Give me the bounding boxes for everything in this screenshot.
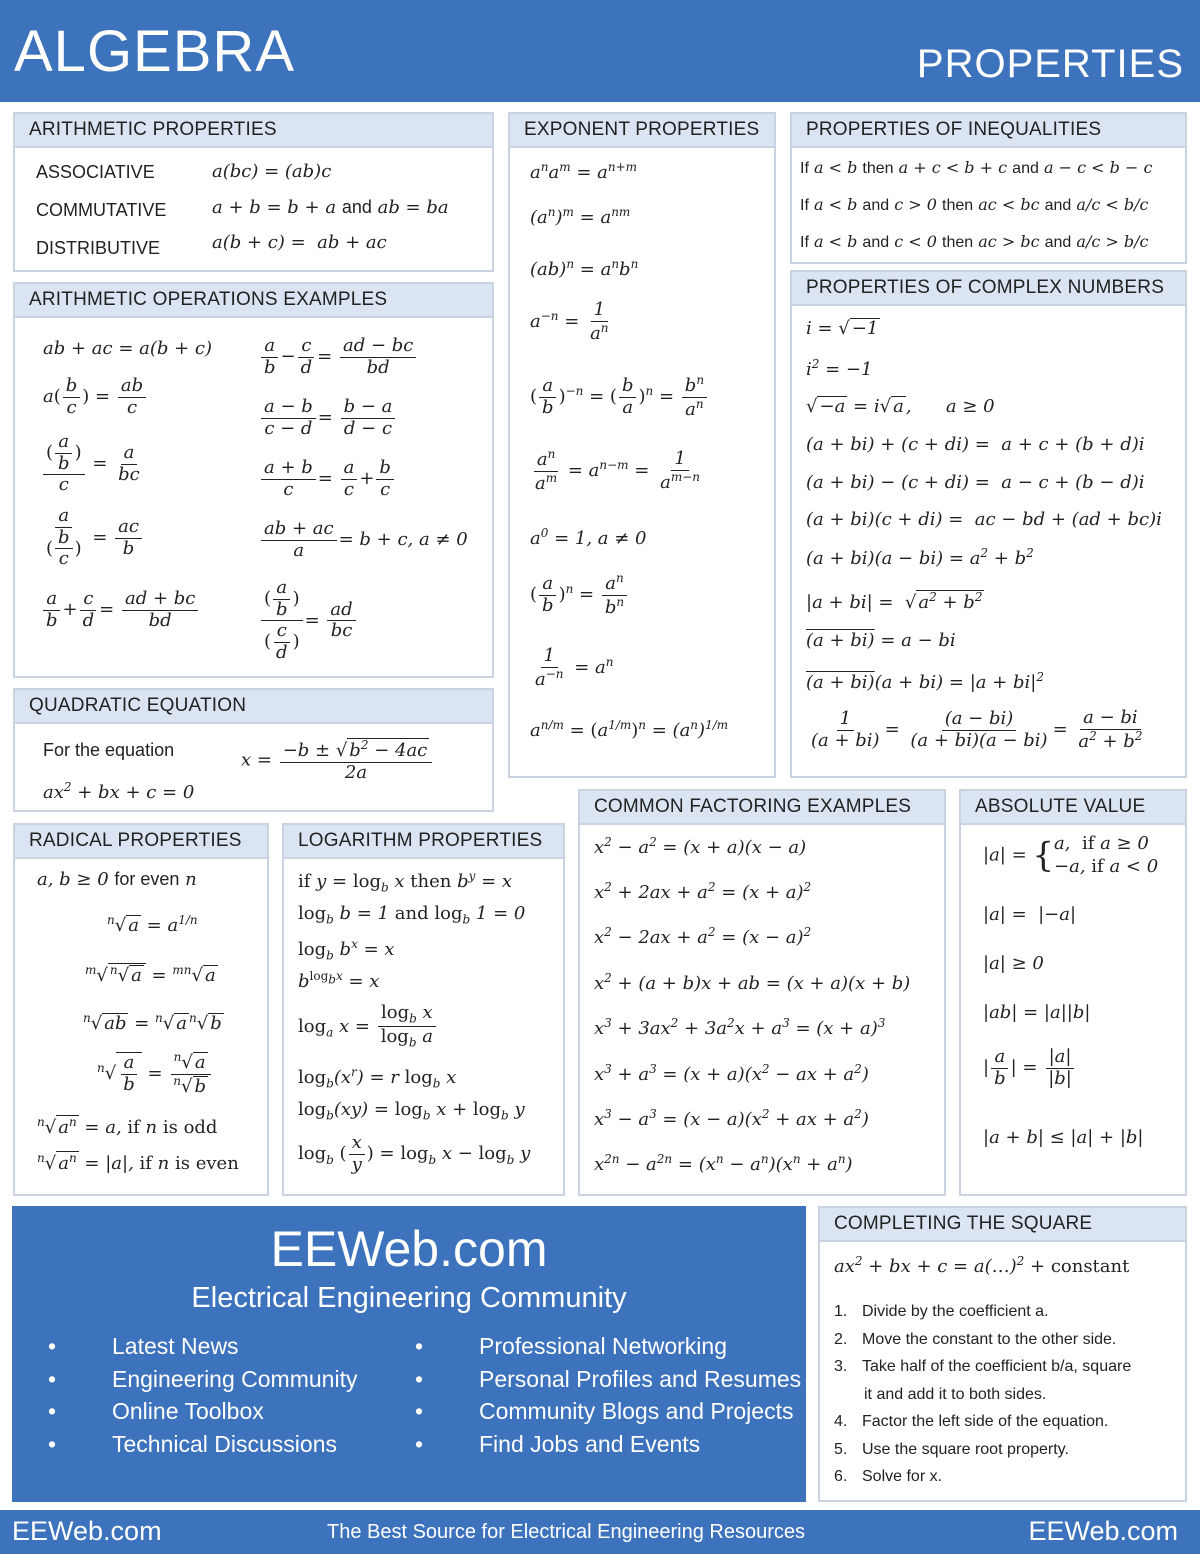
logarithm-properties-panel: [282, 823, 565, 1196]
footer-brand-right[interactable]: EEWeb.com: [1028, 1516, 1178, 1546]
step-text: Use the square root property.: [862, 1440, 1069, 1458]
exponent-rule: $a^{-n}$ = $\frac{1}{a^n}$: [530, 299, 609, 344]
operation-example: $\frac{a}{b}$ + $\frac{c}{d}$ = $\frac{ad + bc}{bd}$: [41, 589, 200, 631]
exponent-rule: ( $\frac{a}{b}$ )$^n$ = $\frac{a^n}{b^n}$: [530, 572, 629, 618]
promo-item[interactable]: • Personal Profiles and Resumes: [385, 1363, 801, 1396]
step-item: [834, 1436, 1131, 1464]
step-text: Divide by the coefficient a.: [862, 1303, 1049, 1320]
exponent-rule: $a^na^m = a^{n+m}$: [530, 160, 638, 183]
completing-square-heading: COMPLETING THE SQUARE: [820, 1208, 1185, 1242]
exponent-properties-heading: EXPONENT PROPERTIES: [510, 114, 774, 148]
factoring-rule: $x^3 + a^3 = (x + a)(x^2$ − ax + $a^2$): [594, 1062, 869, 1085]
radical-rule: a, b ≥ 0 for even n: [37, 869, 197, 890]
step-item: [834, 1326, 1131, 1354]
promo-item[interactable]: • Technical Discussions: [18, 1428, 357, 1461]
radical-rule: $^n$√ $a^n = |a|$, if n is even: [37, 1151, 239, 1174]
promo-tagline: Electrical Engineering Community: [191, 1282, 627, 1314]
complex-rule: $i^2 = -1$: [806, 357, 873, 380]
promo-item[interactable]: • Professional Networking: [385, 1330, 801, 1363]
associative-formula: a(bc) = (ab)c: [212, 161, 332, 182]
complex-numbers-heading: PROPERTIES OF COMPLEX NUMBERS: [792, 272, 1185, 306]
promo-item[interactable]: • Engineering Community: [18, 1363, 357, 1396]
complex-rule: $(a + bi)(a - bi) = a^2 + b^2$: [806, 546, 1034, 569]
logarithm-rule: $b^{log_bx} = x$: [298, 969, 380, 992]
promo-brand[interactable]: EEWeb.com: [270, 1221, 548, 1277]
promo-item[interactable]: • Online Toolbox: [18, 1395, 357, 1428]
arithmetic-properties-heading: ARITHMETIC PROPERTIES: [15, 114, 492, 148]
factoring-rule: $x^2 + (a + b)x$ + ab = (x + a)(x + b): [594, 971, 911, 994]
inequality-rule: If a < b and c < 0 then ac > bc and a/c > b/c: [800, 232, 1149, 251]
logarithm-rule: $\log_b b^x = x$: [298, 937, 395, 963]
logarithm-rule: $\log_a x$ = $\frac{\log_b x}{\log_b a}$: [298, 1003, 438, 1051]
inequality-rule: If a < b and c > 0 then ac < bc and a/c < b/c: [800, 195, 1149, 214]
logarithm-rule: $\log_b$ ( $\frac{x}{y}$ ) = $\log_b x - \log_b y$: [298, 1132, 531, 1175]
exponent-rule: $a^0 = 1$, a ≠ 0: [530, 526, 647, 549]
quadratic-equation-panel: [13, 688, 494, 812]
completing-square-panel: [818, 1206, 1187, 1502]
logarithm-rule: $\log_b(xy) = \log_b x + \log_b y$: [298, 1099, 525, 1123]
complex-rule: √ −a = i√ a , a ≥ 0: [806, 396, 995, 417]
factoring-heading: COMMON FACTORING EXAMPLES: [580, 791, 944, 825]
exponent-rule: $\frac{1}{a^{-n}}$ = $a^n$: [535, 645, 614, 690]
operation-example: ( $\frac{a}{b}$ ) ( $\frac{c}{d}$ ) = $\frac{ad}{bc}$: [259, 578, 358, 664]
quadratic-formula: x = $\frac{-b \pm √ b^2 - 4ac}{2a}$: [241, 738, 434, 783]
associative-label: ASSOCIATIVE: [36, 162, 155, 182]
operation-example: $\frac{a}{b}$ − $\frac{c}{d}$ = $\frac{ad - bc}{bd}$: [259, 336, 418, 378]
factoring-rule: $x^2 - a^2 = (x + a)(x - a)$: [594, 835, 807, 858]
footer-brand-left[interactable]: EEWeb.com: [12, 1516, 162, 1546]
operation-example: $\frac{ab + ac}{a}$ = b + c, a ≠ 0: [259, 519, 468, 561]
complex-rule: (a + bi) + (c + di) = a + c + (b + d)i: [806, 434, 1145, 455]
step-text-continued: it and add it to both sides.: [864, 1385, 1047, 1403]
factoring-rule: $x^2 + 2ax + a^2 = (x + a)^2$: [594, 880, 812, 903]
radical-properties-panel: [13, 823, 269, 1196]
promo-item[interactable]: • Latest News: [18, 1330, 357, 1363]
absolute-rule: |ab| = |a||b|: [983, 1002, 1091, 1023]
complex-rule: i = √ −1: [806, 318, 879, 339]
operation-example: ( $\frac{a}{b}$ ) c = $\frac{a}{bc}$: [41, 432, 145, 496]
quadratic-equation-heading: QUADRATIC EQUATION: [15, 690, 492, 724]
arithmetic-operations-panel: [13, 282, 494, 678]
logarithm-properties-heading: LOGARITHM PROPERTIES: [284, 825, 563, 859]
step-number: 6.: [834, 1468, 848, 1485]
absolute-rule: |a| = |−a|: [983, 904, 1077, 925]
logarithm-rule: $\log_b(x^r) = r$ $\log_b x$: [298, 1065, 457, 1091]
step-item: [834, 1353, 1131, 1408]
distributive-label: DISTRIBUTIVE: [36, 238, 161, 258]
step-text: Take half of the coefficient b/a, square: [862, 1358, 1132, 1375]
exponent-rule: $a^{n/m} = (a^{1/m})^n = (a^n)^{1/m}$: [530, 718, 729, 741]
absolute-rule: |a| ≥ 0: [983, 953, 1044, 974]
footer-tagline: The Best Source for Electrical Engineering Resources: [327, 1521, 806, 1543]
promo-item[interactable]: • Community Blogs and Projects: [385, 1395, 801, 1428]
operation-example: $\frac{a + b}{c}$ = $\frac{a}{c}$ + $\frac{b}{c}$: [259, 458, 396, 500]
radical-rule: $^n$√ $\frac{a}{b}$ = $\frac{^n√ a}{^n√ b}$: [97, 1051, 213, 1097]
step-number: 4.: [834, 1413, 848, 1430]
logarithm-rule: if $y = \log_b x$ then $b^y = x$: [298, 869, 513, 895]
complex-rule: (a + bi)(c + di) = ac − bd + (ad + bc)i: [806, 509, 1162, 530]
exponent-rule: $(a^n)^m = a^{nm}$: [530, 205, 631, 228]
step-item: [834, 1298, 1131, 1326]
absolute-value-heading: ABSOLUTE VALUE: [961, 791, 1185, 825]
operation-example: $\frac{a - b}{c - d}$ = $\frac{b - a}{d - c}$: [259, 397, 397, 439]
factoring-rule: $x^2 - 2ax + a^2 = (x - a)^2$: [594, 925, 812, 948]
complex-rule: |a + bi| = √ $a^2 + b^2$: [806, 590, 983, 613]
step-text: Solve for x.: [862, 1468, 943, 1485]
complex-rule: $(a + bi)(a + bi) = |a + bi|^2$: [806, 670, 1045, 693]
exponent-rule: ( $\frac{a}{b}$ )$^{-n}$ = ( $\frac{b}{a}$ )$^n$ = $\frac{b^n}{a^n}$: [530, 374, 709, 420]
radical-properties-heading: RADICAL PROPERTIES: [15, 825, 267, 859]
absolute-rule: |a + b| ≤ |a| + |b|: [983, 1127, 1144, 1148]
exponent-rule: $(ab)^n = a^nb^n$: [530, 257, 639, 280]
commutative-formula: a + b = b + a and ab = ba: [212, 197, 449, 218]
step-item: [834, 1408, 1131, 1436]
exponent-properties-panel: [508, 112, 776, 778]
absolute-value-panel: [959, 789, 1187, 1196]
radical-rule: $^n$√ $a^n = a$, if n is odd: [37, 1115, 218, 1138]
quadratic-equation: $ax^2$ + bx + c = 0: [43, 780, 195, 803]
quadratic-lead: For the equation: [43, 740, 175, 760]
completing-square-formula: $ax^2$ + bx + c = a(…)$^2$ + constant: [834, 1254, 1130, 1277]
step-number: 1.: [834, 1303, 848, 1320]
promo-list-right: [385, 1330, 801, 1460]
page-subtitle: PROPERTIES: [916, 42, 1184, 86]
step-number: 5.: [834, 1440, 848, 1458]
step-text: Factor the left side of the equation.: [862, 1413, 1109, 1430]
step-item: [834, 1463, 1131, 1491]
operation-example: a ( $\frac{b}{c}$ ) = $\frac{ac}{b}$: [41, 506, 144, 570]
page-title: ALGEBRA: [14, 19, 295, 84]
radical-rule: $^n$√ $a = a^{1/n}$: [107, 913, 198, 936]
logarithm-rule: $\log_b b = 1$ and $\log_b 1 = 0$: [298, 903, 526, 927]
promo-item[interactable]: • Find Jobs and Events: [385, 1428, 801, 1461]
absolute-rule: | $\frac{a}{b}$ | = $\frac{|a|}{|b|}$: [983, 1047, 1077, 1089]
step-number: 3.: [834, 1358, 848, 1375]
factoring-rule: $x^{2n} - a^{2n} = (x^n - a^n)(x^n + a^n)$: [594, 1152, 853, 1175]
commutative-label: COMMUTATIVE: [36, 200, 167, 220]
radical-rule: $^m$√ $^n$√ a = $^{mn}$√ a: [85, 963, 216, 986]
inequality-rule: If a < b then a + c < b + c and a − c < b − c: [800, 158, 1153, 177]
exponent-rule: $\frac{a^n}{a^m}$ = $a^{n-m}$ = $\frac{1}{a^{m-n}}$: [535, 447, 700, 494]
factoring-rule: $x^3 - a^3 = (x - a)(x^2$ + ax + $a^2$): [594, 1107, 869, 1130]
complex-rule: (a + bi) = a − bi: [806, 630, 956, 651]
inequalities-heading: PROPERTIES OF INEQUALITIES: [792, 114, 1185, 148]
complex-numbers-panel: [790, 270, 1187, 778]
factoring-panel: [578, 789, 946, 1196]
eeweb-promo: [12, 1206, 806, 1502]
arithmetic-properties-panel: [13, 112, 494, 272]
factoring-rule: $x^3 + 3ax^2 + 3a^2x + a^3 = (x + a)^3$: [594, 1016, 886, 1039]
page-footer: [0, 1510, 1200, 1554]
step-text: Move the constant to the other side.: [862, 1330, 1117, 1348]
absolute-rule: |a| = {a, if a ≥ 0 −a, if a < 0: [983, 833, 1159, 877]
arithmetic-operations-heading: ARITHMETIC OPERATIONS EXAMPLES: [15, 284, 492, 318]
promo-list-left: [18, 1330, 357, 1460]
complex-rule: $\frac{1}{(a + bi)}$ = $\frac{(a - bi)}{(a + bi)(a - bi)}$ = $\frac{a - bi}{a^2 + b^2}$: [811, 707, 1143, 752]
complex-rule: (a + bi) − (c + di) = a − c + (b − d)i: [806, 472, 1145, 493]
distributive-formula: a(b + c) = ab + ac: [212, 232, 387, 253]
radical-rule: $^n$√ ab = $^n$√ a $^n$√ b: [83, 1011, 222, 1034]
operation-example: ab + ac = a(b + c): [43, 338, 213, 359]
inequalities-panel: [790, 112, 1187, 264]
operation-example: a( $\frac{b}{c}$ ) = $\frac{ab}{c}$: [43, 376, 148, 418]
step-number: 2.: [834, 1330, 848, 1348]
completing-square-steps: [834, 1298, 1131, 1491]
page-header: [0, 0, 1200, 102]
